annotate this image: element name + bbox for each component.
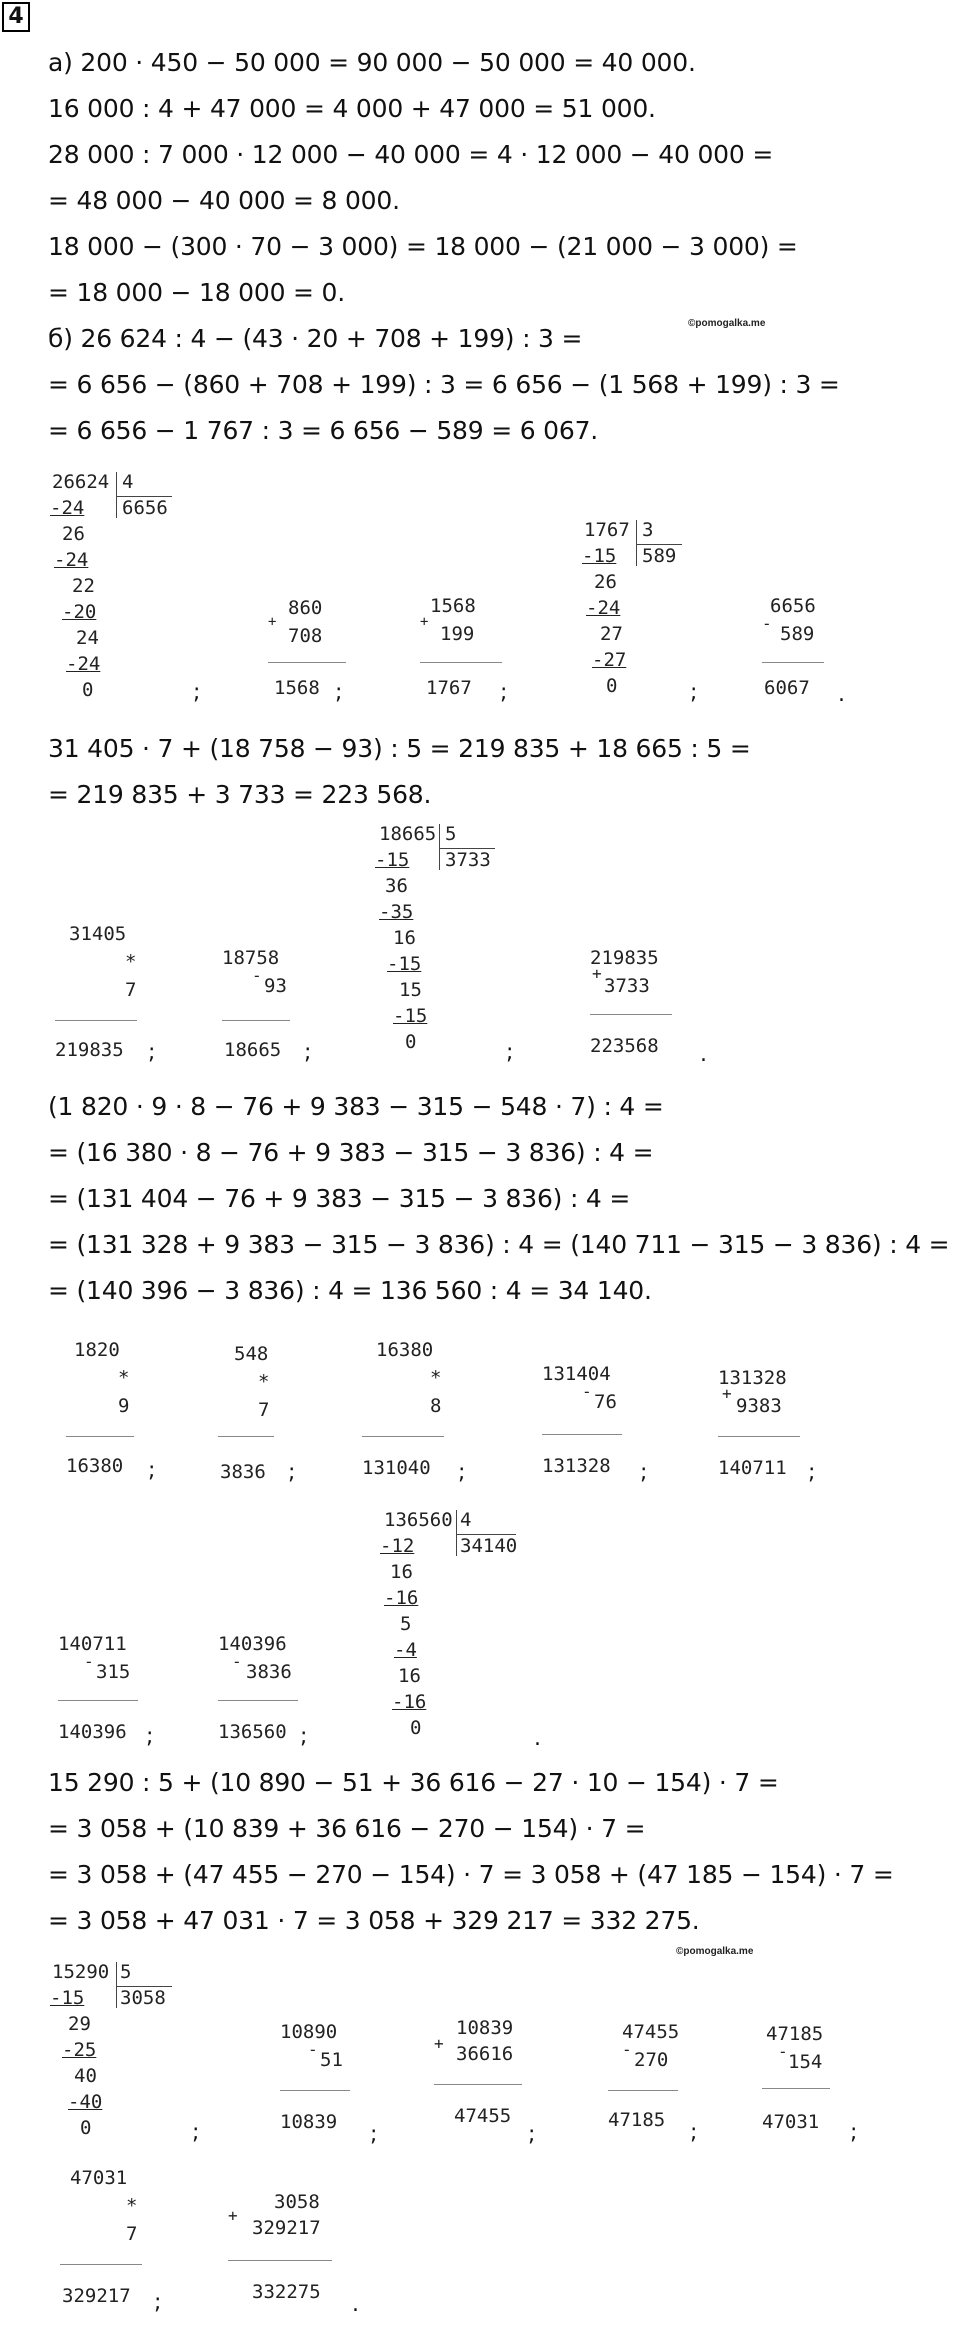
separator: ;	[690, 680, 698, 705]
separator: ;	[528, 2122, 536, 2147]
equation-line: 16 000 : 4 + 47 000 = 4 000 + 47 000 = 51 000.	[48, 94, 656, 123]
separator: .	[700, 1042, 707, 1067]
equation-line: 15 290 : 5 + (10 890 − 51 + 36 616 − 27 · 10 − 154) · 7 =	[48, 1768, 779, 1797]
equation-line: = (140 396 − 3 836) : 4 = 136 560 : 4 = 34 140.	[48, 1276, 652, 1305]
column-subtraction: - 6656 589 6067	[762, 594, 852, 706]
column-multiplication: 47031 * 7 329217	[60, 2166, 160, 2316]
separator: ;	[300, 1724, 308, 1749]
separator: .	[838, 682, 845, 707]
equation-line: = 18 000 − 18 000 = 0.	[48, 278, 345, 307]
separator: ;	[148, 1040, 156, 1065]
separator: ;	[192, 2120, 200, 2145]
separator: ;	[193, 680, 201, 705]
column-multiplication: 31405 * 7 219835	[55, 923, 137, 1061]
equation-line: = 6 656 − 1 767 : 3 = 6 656 − 589 = 6 067.	[48, 416, 599, 445]
separator: ;	[148, 1458, 156, 1483]
separator: ;	[506, 1040, 514, 1065]
long-division: 15290 5 3058 -15 29 -25 40 -40 0	[50, 1960, 180, 2160]
column-subtraction: 47185 - 154 47031	[762, 2022, 852, 2146]
separator: ;	[370, 2122, 378, 2147]
column-subtraction: 140396 - 3836 136560	[218, 1632, 318, 1756]
column-addition: 219835 + 3733 223568	[590, 946, 690, 1070]
equation-line: = 219 835 + 3 733 = 223 568.	[48, 780, 432, 809]
long-division: 1767 3 589 -15 26 -24 27 -27 0	[582, 518, 692, 718]
column-subtraction: 10890 - 51 10839	[280, 2020, 370, 2144]
column-addition: + 1568 199 1767	[420, 594, 510, 706]
equation-line: = (131 328 + 9 383 − 315 − 3 836) : 4 = (140 711 − 315 − 3 836) : 4 =	[48, 1230, 950, 1259]
equation-line: а) 200 · 450 − 50 000 = 90 000 − 50 000 = 40 000.	[48, 48, 696, 77]
separator: ;	[154, 2290, 162, 2315]
column-subtraction: 140711 - 315 140396	[58, 1632, 158, 1756]
equation-line: = 3 058 + 47 031 · 7 = 3 058 + 329 217 = 332 275.	[48, 1906, 700, 1935]
separator: ;	[335, 680, 343, 705]
equation-line: (1 820 · 9 · 8 − 76 + 9 383 − 315 − 548 · 7) : 4 =	[48, 1092, 664, 1121]
column-subtraction: 47455 - 270 47185	[608, 2021, 680, 2131]
separator: .	[534, 1726, 541, 1751]
equation-line: = 48 000 − 40 000 = 8 000.	[48, 186, 400, 215]
column-addition: 131328 + 9383 140711	[718, 1366, 818, 1488]
equation-line: 28 000 : 7 000 · 12 000 − 40 000 = 4 · 12 000 − 40 000 =	[48, 140, 774, 169]
column-subtraction: 18758 - 93 18665	[222, 946, 312, 1070]
watermark: ©pomogalka.me	[676, 1946, 754, 1957]
separator: ;	[288, 1460, 296, 1485]
column-addition: + 3058 329217 332275	[228, 2190, 338, 2314]
watermark: ©pomogalka.me	[688, 318, 766, 329]
separator: ;	[640, 1460, 648, 1485]
column-multiplication: 1820 * 9 16380	[66, 1338, 156, 1488]
equation-line: = (131 404 − 76 + 9 383 − 315 − 3 836) : 4 =	[48, 1184, 631, 1213]
separator: ;	[690, 2120, 698, 2145]
column-multiplication: 548 * 7 3836	[218, 1342, 298, 1488]
equation-line: = 3 058 + (10 839 + 36 616 − 270 − 154) · 7 =	[48, 1814, 646, 1843]
long-division: 26624 4 6656 -24 26 -24 22 -20 24 -24 0	[50, 470, 180, 720]
separator: ;	[146, 1724, 154, 1749]
exercise-number-badge: 4	[2, 2, 30, 32]
separator: ;	[808, 1460, 816, 1485]
separator: ;	[304, 1040, 312, 1065]
equation-line: 31 405 · 7 + (18 758 − 93) : 5 = 219 835 + 18 665 : 5 =	[48, 734, 751, 763]
separator: .	[352, 2292, 359, 2317]
separator: ;	[850, 2120, 858, 2145]
equation-line: = 6 656 − (860 + 708 + 199) : 3 = 6 656 − (1 568 + 199) : 3 =	[48, 370, 840, 399]
column-addition: + 10839 36616 47455	[434, 2016, 534, 2140]
column-addition: + 860 708 1568	[268, 596, 358, 706]
separator: ;	[458, 1460, 466, 1485]
equation-line: = 3 058 + (47 455 − 270 − 154) · 7 = 3 058 + (47 185 − 154) · 7 =	[48, 1860, 894, 1889]
long-division: 18665 5 3733 -15 36 -35 16 -15 15 -15 0	[375, 822, 505, 1072]
column-multiplication: 16380 * 8 131040	[362, 1338, 462, 1488]
equation-line: = (16 380 · 8 − 76 + 9 383 − 315 − 3 836) : 4 =	[48, 1138, 654, 1167]
long-division: 136560 4 34140 -12 16 -16 5 -4 16 -16 0	[380, 1509, 518, 1739]
separator: ;	[500, 680, 508, 705]
equation-line: б) 26 624 : 4 − (43 · 20 + 708 + 199) : 3 =	[48, 324, 583, 353]
equation-line: 18 000 − (300 · 70 − 3 000) = 18 000 − (21 000 − 3 000) =	[48, 232, 798, 261]
column-subtraction: 131404 - 76 131328	[542, 1362, 642, 1486]
